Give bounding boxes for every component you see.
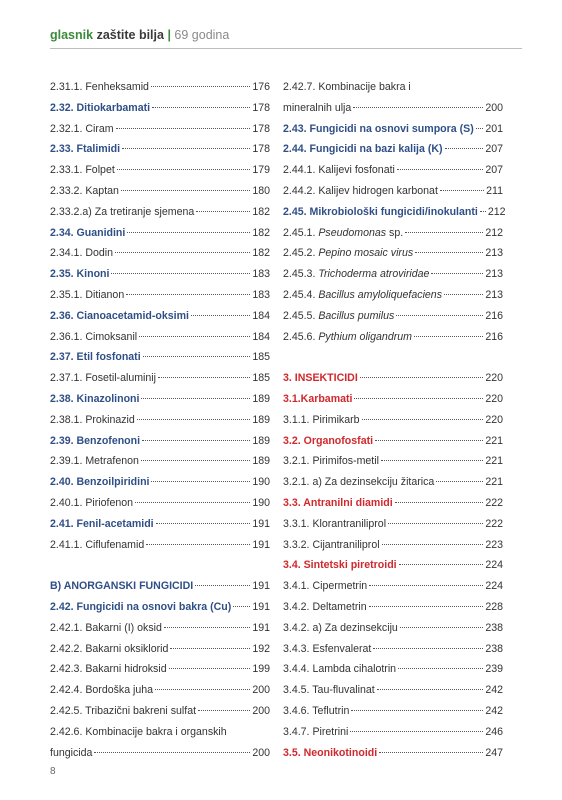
toc-entry-page: 191 xyxy=(252,621,270,634)
toc-entry-page: 207 xyxy=(485,143,503,156)
toc-entry[interactable] xyxy=(50,705,270,726)
toc-entry[interactable] xyxy=(50,310,270,331)
dot-leader xyxy=(396,315,483,316)
toc-entry[interactable] xyxy=(283,143,503,164)
toc-entry-title: 3.4.2. Deltametrin xyxy=(283,600,367,613)
dot-leader xyxy=(142,440,250,441)
toc-entry-title: 3.3.1. Klorantraniliprol xyxy=(283,517,387,530)
toc-entry[interactable] xyxy=(283,289,503,310)
toc-entry-page: 199 xyxy=(252,663,270,676)
dot-leader xyxy=(397,169,483,170)
dot-leader xyxy=(169,668,251,669)
toc-entry[interactable] xyxy=(283,372,503,393)
toc-entry-title: 2.39.1. Metrafenon xyxy=(50,455,139,468)
toc-entry[interactable] xyxy=(283,684,503,705)
toc-entry[interactable] xyxy=(50,351,270,372)
dot-leader xyxy=(158,377,250,378)
toc-entry-page: 189 xyxy=(252,434,270,447)
toc-entry-title: 2.43. Fungicidi na osnovi sumpora (S) xyxy=(283,122,474,135)
dot-leader xyxy=(116,128,251,129)
dot-leader xyxy=(141,460,250,461)
toc-entry[interactable] xyxy=(283,643,503,664)
dot-leader xyxy=(143,356,251,357)
toc-entry-title: 2.42.3. Bakarni hidroksid xyxy=(50,663,167,676)
toc-entry-page: 216 xyxy=(485,309,503,322)
toc-entry-page: 224 xyxy=(485,580,503,593)
toc-entry[interactable] xyxy=(283,559,503,580)
toc-entry-page: 201 xyxy=(485,122,503,135)
dot-leader xyxy=(233,606,250,607)
toc-entry[interactable] xyxy=(283,455,503,476)
toc-entry-page: 178 xyxy=(252,101,270,114)
dot-leader xyxy=(414,336,483,337)
toc-entry-title: 3.4.5. Tau-fluvalinat xyxy=(283,684,375,697)
toc-entry-title: 2.40. Benzoilpiridini xyxy=(50,476,150,489)
toc-entry[interactable] xyxy=(50,268,270,289)
toc-entry[interactable] xyxy=(50,289,270,310)
toc-entry-title: 2.33.2. Kaptan xyxy=(50,184,119,197)
toc-entry[interactable] xyxy=(50,539,270,560)
toc-entry-title: 2.36.1. Cimoksanil xyxy=(50,330,138,343)
toc-entry-title: 2.33. Ftalimidi xyxy=(50,143,121,156)
dot-leader xyxy=(436,481,483,482)
toc-entry[interactable] xyxy=(283,205,506,227)
header-title: zaštite bilja xyxy=(96,28,164,42)
toc-entry-title: 2.34.1. Dodin xyxy=(50,247,114,260)
dot-leader xyxy=(388,523,483,524)
dot-leader xyxy=(115,252,250,253)
toc-entry-page: 191 xyxy=(252,580,270,593)
toc-entry-title: 2.42.1. Bakarni (I) oksid xyxy=(50,621,162,634)
toc-entry-page: 184 xyxy=(252,309,270,322)
toc-entry[interactable] xyxy=(50,643,270,664)
toc-entry[interactable] xyxy=(283,393,503,414)
toc-entry-page: 238 xyxy=(485,642,503,655)
toc-entry-title: 3.4.4. Lambda cihalotrin xyxy=(283,663,397,676)
toc-entry-title: 2.42.2. Bakarni oksiklorid xyxy=(50,642,169,655)
toc-entry-page: 182 xyxy=(252,247,270,260)
toc-entry-title: 2.35. Kinoni xyxy=(50,268,110,281)
toc-entry-page: 191 xyxy=(252,517,270,530)
toc-entry[interactable] xyxy=(283,123,503,144)
toc-entry-page: 190 xyxy=(252,476,270,489)
toc-entry[interactable] xyxy=(50,164,270,185)
toc-entry-title: 2.37.1. Fosetil-aluminij xyxy=(50,372,156,385)
dot-leader xyxy=(122,148,250,149)
toc-entry[interactable] xyxy=(283,164,503,185)
toc-entry-title: 2.33.2.a) Za tretiranje sjemena xyxy=(50,205,195,218)
toc-entry-title: 2.44. Fungicidi na bazi kalija (K) xyxy=(283,143,443,156)
toc-entry[interactable] xyxy=(50,622,270,643)
toc-entry-title: 2.45.4. Bacillus amyloliquefaciens xyxy=(283,288,442,301)
toc-entry-page: 216 xyxy=(485,330,503,343)
toc-entry-title: 3.2. Organofosfati xyxy=(283,434,374,447)
dot-leader xyxy=(146,544,250,545)
page-number: 8 xyxy=(50,766,56,777)
toc-entry[interactable] xyxy=(283,476,503,497)
dot-leader xyxy=(375,440,483,441)
toc-spacer xyxy=(50,559,270,580)
dot-leader xyxy=(400,627,483,628)
toc-entry-page: 191 xyxy=(252,600,270,613)
header-brand: glasnik xyxy=(50,28,94,42)
toc-entry-page: 228 xyxy=(485,600,503,613)
toc-entry-title: 2.41. Fenil-acetamidi xyxy=(50,517,154,530)
toc-entry-page: 212 xyxy=(485,226,503,239)
toc-entry-title: 2.33.1. Folpet xyxy=(50,164,115,177)
dot-leader xyxy=(353,107,483,108)
dot-leader xyxy=(369,606,484,607)
toc-entry-title: 2.41.1. Ciflufenamid xyxy=(50,538,145,551)
toc-entry-page: 180 xyxy=(252,184,270,197)
toc-entry[interactable] xyxy=(283,663,503,684)
toc-entry-title: 2.39. Benzofenoni xyxy=(50,434,141,447)
toc-entry-page: 176 xyxy=(252,81,270,93)
toc-entry-title: 2.42.5. Tribazični bakreni sulfat xyxy=(50,704,197,717)
toc-entry-title: 2.37. Etil fosfonati xyxy=(50,351,141,364)
toc-entry-title: 2.45.1. Pseudomonas sp. xyxy=(283,226,404,239)
toc-entry-page: 213 xyxy=(485,247,503,260)
dot-leader xyxy=(480,211,486,212)
toc-entry-page: 239 xyxy=(485,663,503,676)
toc-entry-page: 223 xyxy=(485,538,503,551)
toc-entry[interactable] xyxy=(283,705,503,726)
dot-leader xyxy=(476,128,484,129)
toc-entry[interactable] xyxy=(283,435,503,456)
toc-entry-page: 185 xyxy=(252,351,270,364)
toc-entry-title: 2.45. Mikrobiološki fungicidi/inokulanti xyxy=(283,205,478,218)
toc-entry[interactable] xyxy=(50,601,270,622)
toc-entry-title: B) ANORGANSKI FUNGICIDI xyxy=(50,580,194,593)
toc-entry[interactable] xyxy=(50,435,270,456)
toc-entry-page: 182 xyxy=(252,205,270,218)
toc-spacer xyxy=(283,351,503,372)
dot-leader xyxy=(415,252,483,253)
toc-entry[interactable] xyxy=(283,310,503,331)
toc-entry[interactable] xyxy=(50,372,270,393)
toc-entry[interactable] xyxy=(50,726,270,747)
toc-entry[interactable] xyxy=(50,580,270,601)
header-divider xyxy=(50,48,522,49)
toc-entry[interactable] xyxy=(283,331,503,352)
toc-entry-page: 178 xyxy=(252,122,270,135)
dot-leader xyxy=(111,273,250,274)
dot-leader xyxy=(139,336,250,337)
dot-leader xyxy=(377,689,484,690)
toc-entry-page: 222 xyxy=(485,517,503,530)
toc-entry[interactable] xyxy=(283,414,503,435)
toc-entry-title: 2.42.7. Kombinacije bakra i xyxy=(283,81,411,93)
dot-leader xyxy=(395,502,484,503)
dot-leader xyxy=(369,585,483,586)
toc-entry-page: 200 xyxy=(485,101,503,114)
toc-entry-title: 3.5. Neonikotinoidi xyxy=(283,746,378,759)
dot-leader xyxy=(444,294,483,295)
dot-leader xyxy=(360,377,484,378)
toc-entry[interactable] xyxy=(50,185,270,206)
header-separator: | xyxy=(167,28,171,42)
toc-entry[interactable] xyxy=(50,518,270,539)
toc-entry[interactable] xyxy=(50,684,270,705)
toc-entry-page: 189 xyxy=(252,392,270,405)
toc-entry-page: 185 xyxy=(252,372,270,385)
dot-leader xyxy=(351,710,483,711)
toc-entry-title: 2.38.1. Prokinazid xyxy=(50,413,135,426)
toc-entry-page: 191 xyxy=(252,538,270,551)
toc-entry[interactable] xyxy=(283,81,503,102)
toc-entry[interactable] xyxy=(50,497,270,518)
toc-entry-page: 246 xyxy=(485,725,503,738)
toc-entry-title: 3.4.6. Teflutrin xyxy=(283,704,350,717)
dot-leader xyxy=(198,710,250,711)
dot-leader xyxy=(156,523,251,524)
dot-leader xyxy=(354,398,483,399)
dot-leader xyxy=(399,564,484,565)
toc-entry[interactable] xyxy=(283,268,503,289)
dot-leader xyxy=(440,190,484,191)
toc-entry-title: 3.4.3. Esfenvalerat xyxy=(283,642,372,655)
toc-entry[interactable] xyxy=(50,331,270,352)
dot-leader xyxy=(195,585,250,586)
toc-entry-title: 2.36. Cianoacetamid-oksimi xyxy=(50,309,189,322)
toc-entry-page: 220 xyxy=(485,413,503,426)
dot-leader xyxy=(155,689,250,690)
dot-leader xyxy=(94,752,250,753)
toc-entry-page: 200 xyxy=(252,746,270,759)
dot-leader xyxy=(151,86,250,87)
toc-entry-page: 221 xyxy=(485,476,503,489)
dot-leader xyxy=(379,752,483,753)
dot-leader xyxy=(382,544,484,545)
toc-entry-title: fungicida xyxy=(50,746,93,759)
toc-entry-page: 242 xyxy=(485,684,503,697)
toc-entry[interactable] xyxy=(283,185,503,206)
toc-entry-page: 238 xyxy=(485,621,503,634)
toc-entry-page: 247 xyxy=(485,746,503,759)
dot-leader xyxy=(126,294,250,295)
toc-entry-page: 221 xyxy=(485,455,503,468)
dot-leader xyxy=(121,190,250,191)
toc-entry[interactable] xyxy=(283,726,503,747)
dot-leader xyxy=(127,232,250,233)
dot-leader xyxy=(350,731,483,732)
toc-entry[interactable] xyxy=(283,102,503,123)
toc-entry-page: 179 xyxy=(252,164,270,177)
dot-leader xyxy=(431,273,483,274)
toc-entry-title: 3.1.1. Pirimikarb xyxy=(283,413,360,426)
toc-entry-title: 2.44.2. Kalijev hidrogen karbonat xyxy=(283,184,438,197)
toc-entry[interactable] xyxy=(50,414,270,435)
toc-entry[interactable] xyxy=(50,143,270,164)
toc-entry[interactable] xyxy=(283,497,503,518)
toc-entry-page: 192 xyxy=(252,642,270,655)
toc-entry-page: 242 xyxy=(485,704,503,717)
toc-entry-title: 2.45.6. Pythium oligandrum xyxy=(283,330,412,343)
dot-leader xyxy=(405,232,483,233)
toc-entry-page: 220 xyxy=(485,372,503,385)
toc-entry-title: 3.3.2. Cijantraniliprol xyxy=(283,538,380,551)
toc-entry[interactable] xyxy=(50,663,270,684)
toc-entry-page: 220 xyxy=(485,392,503,405)
toc-entry-page: 184 xyxy=(252,330,270,343)
dot-leader xyxy=(362,419,484,420)
dot-leader xyxy=(151,481,250,482)
toc-entry-title: 3.4.1. Cipermetrin xyxy=(283,580,368,593)
toc-entry-page: 224 xyxy=(485,559,503,572)
toc-entry-title: 2.45.3. Trichoderma atroviridae xyxy=(283,268,430,281)
toc-entry[interactable] xyxy=(50,81,270,102)
dot-leader xyxy=(196,211,250,212)
toc-entry[interactable] xyxy=(50,747,270,768)
dot-leader xyxy=(141,398,250,399)
toc-entry[interactable] xyxy=(283,622,503,643)
dot-leader xyxy=(170,648,250,649)
dot-leader xyxy=(191,315,250,316)
toc-entry[interactable] xyxy=(50,455,270,476)
toc-entry[interactable] xyxy=(283,580,503,601)
toc-entry-title: 2.38. Kinazolinoni xyxy=(50,392,140,405)
toc-entry-title: 3.4.2. a) Za dezinsekciju xyxy=(283,621,398,634)
dot-leader xyxy=(137,419,251,420)
toc-entry-title: 2.32. Ditiokarbamati xyxy=(50,101,151,114)
toc-entry-page: 178 xyxy=(252,143,270,156)
toc-entry-title: 2.42. Fungicidi na osnovi bakra (Cu) xyxy=(50,600,232,613)
running-header xyxy=(50,28,229,42)
dot-leader xyxy=(164,627,250,628)
toc-entry[interactable] xyxy=(50,393,270,414)
dot-leader xyxy=(381,460,483,461)
toc-entry[interactable] xyxy=(283,227,503,248)
toc-entry[interactable] xyxy=(50,476,270,497)
toc-entry-title: 2.42.4. Bordoška juha xyxy=(50,684,154,697)
toc-entry-page: 190 xyxy=(252,496,270,509)
toc-entry-title: 2.32.1. Ciram xyxy=(50,122,114,135)
toc-entry-page: 222 xyxy=(485,496,503,509)
toc-entry[interactable] xyxy=(283,539,503,560)
toc-entry-page: 182 xyxy=(252,226,270,239)
toc-entry-page: 212 xyxy=(487,205,506,218)
dot-leader xyxy=(135,502,250,503)
toc-entry-page: 200 xyxy=(252,684,270,697)
toc-entry-title: 3.2.1. a) Za dezinsekciju žitarica xyxy=(283,476,435,489)
toc-entry[interactable] xyxy=(283,247,503,268)
dot-leader xyxy=(445,148,484,149)
toc-entry[interactable] xyxy=(50,123,270,144)
toc-entry-page: 221 xyxy=(485,434,503,447)
toc-entry-title: 2.34. Guanidini xyxy=(50,226,126,239)
dot-leader xyxy=(373,648,483,649)
toc-entry-page: 189 xyxy=(252,413,270,426)
toc-left-column xyxy=(50,81,270,767)
toc-entry-title: 3. INSEKTICIDI xyxy=(283,372,358,385)
toc-entry-page: 211 xyxy=(486,184,503,197)
toc-right-column xyxy=(283,81,506,767)
toc-entry-page: 213 xyxy=(485,268,503,281)
toc-entry[interactable] xyxy=(283,518,503,539)
toc-entry-page: 183 xyxy=(252,268,270,281)
toc-entry-title: 2.35.1. Ditianon xyxy=(50,288,125,301)
header-subtitle: 69 godina xyxy=(174,28,230,42)
toc-entry[interactable] xyxy=(50,102,270,123)
toc-entry[interactable] xyxy=(50,206,270,227)
dot-leader xyxy=(117,169,251,170)
toc-entry-title: 2.42.6. Kombinacije bakra i organskih xyxy=(50,725,227,738)
toc-entry-title: mineralnih ulja xyxy=(283,101,352,114)
toc-entry[interactable] xyxy=(283,747,503,768)
toc-entry-page: 189 xyxy=(252,455,270,468)
toc-entry[interactable] xyxy=(50,227,270,248)
dot-leader xyxy=(152,107,250,108)
toc-entry-title: 3.1.Karbamati xyxy=(283,392,353,405)
toc-entry-title: 2.31.1. Fenheksamid xyxy=(50,81,149,93)
toc-entry-page: 207 xyxy=(485,164,503,177)
toc-entry-title: 3.2.1. Pirimifos-metil xyxy=(283,455,379,468)
toc-entry-title: 2.40.1. Piriofenon xyxy=(50,496,134,509)
toc-entry-page: 183 xyxy=(252,288,270,301)
toc-entry[interactable] xyxy=(283,601,503,622)
dot-leader xyxy=(398,668,483,669)
toc-entry-title: 2.45.5. Bacillus pumilus xyxy=(283,309,395,322)
toc-entry-page: 213 xyxy=(485,288,503,301)
toc-entry-title: 2.44.1. Kalijevi fosfonati xyxy=(283,164,395,177)
toc-entry-title: 3.4. Sintetski piretroidi xyxy=(283,559,397,572)
toc-entry-title: 3.3. Antranilni diamidi xyxy=(283,496,393,509)
toc-entry-title: 3.4.7. Piretrini xyxy=(283,725,349,738)
toc-entry[interactable] xyxy=(50,247,270,268)
toc-entry-title: 2.45.2. Pepino mosaic virus xyxy=(283,247,414,260)
toc-entry-page: 200 xyxy=(252,704,270,717)
